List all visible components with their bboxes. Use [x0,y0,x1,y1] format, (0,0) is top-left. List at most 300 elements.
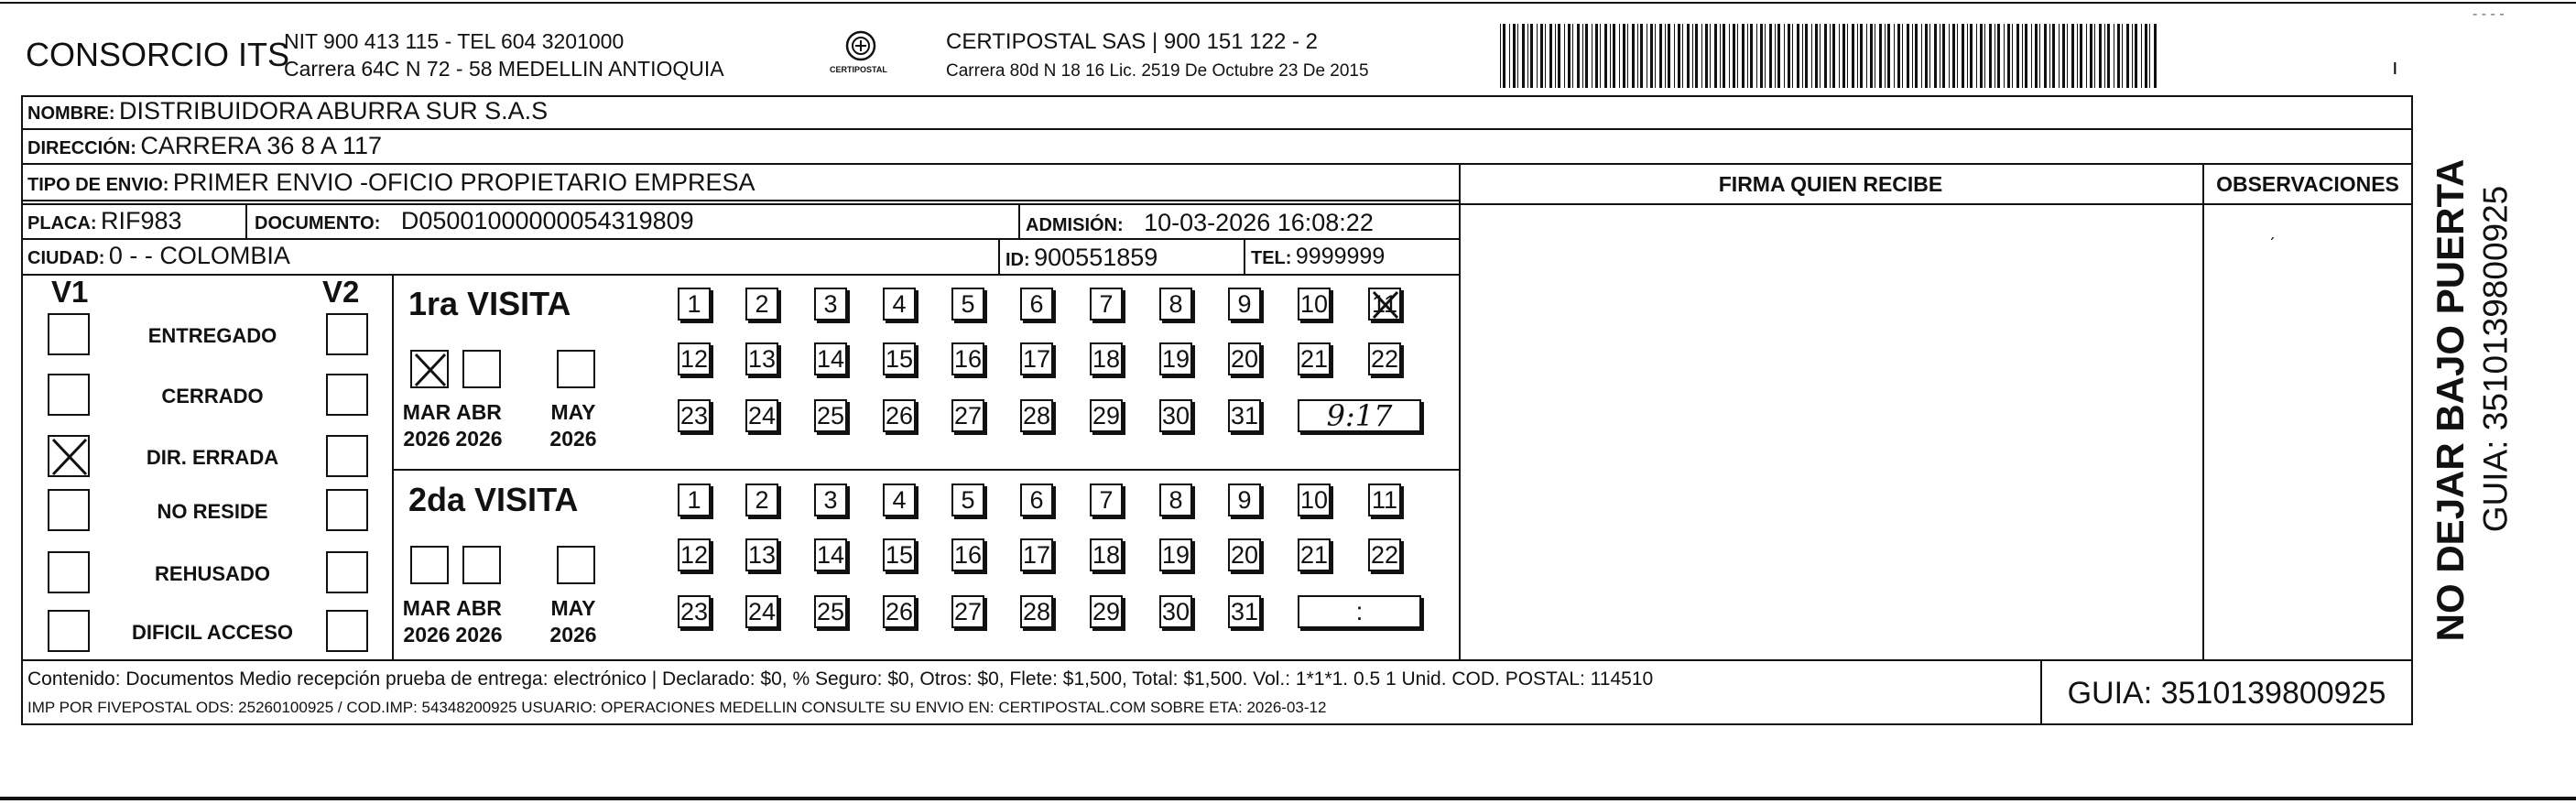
month-name: ABR [456,400,502,424]
barcode-bar [2007,24,2010,88]
barcode-bar [1610,24,1611,88]
day-box[interactable] [951,399,984,432]
day-box[interactable] [1228,595,1261,628]
placa-value: RIF983 [101,207,182,234]
barcode-bar [2052,24,2055,88]
v1-checkbox[interactable] [48,313,90,355]
barcode-bar [1737,24,1738,88]
ciudad-label: CIUDAD: [27,248,105,268]
barcode-bar [1517,24,1518,88]
v2-header: V2 [322,275,360,309]
day-box[interactable] [1090,342,1123,375]
barcode-bar [1870,24,1873,88]
barcode-bar [1503,24,1505,88]
barcode-bar [1572,24,1573,88]
barcode [1496,24,2160,88]
month-year: 2026 [403,622,451,646]
day-number: 7 [1099,486,1114,514]
day-number: 1 [687,290,701,318]
row-line [21,274,1459,276]
certipostal-address: Carrera 80d N 18 16 Lic. 2519 De Octubre 23 De 2015 [946,61,1369,81]
barcode-bar [1860,24,1863,88]
placa-label: PLACA: [27,213,97,234]
day-box[interactable] [814,399,847,432]
barcode-bar [1585,24,1588,88]
bottom-rule [0,797,2576,800]
month-label [451,399,506,452]
day-box[interactable] [1159,538,1192,571]
day-number: 18 [1092,541,1121,569]
barcode-bar [1929,24,1930,88]
day-box[interactable] [745,399,778,432]
placa-field [27,209,182,234]
barcode-bar [1802,24,1803,88]
tel-value: 9999999 [1295,244,1386,269]
day-number: 27 [953,598,983,625]
day-box[interactable] [814,538,847,571]
day-box[interactable] [1159,595,1192,628]
barcode-bar [1962,24,1964,88]
barcode-bar [2059,24,2060,88]
day-box[interactable] [1159,483,1192,516]
time-box[interactable] [1298,399,1421,432]
admision-value: 10-03-2026 16:08:22 [1144,209,1374,236]
day-box[interactable] [1020,288,1053,321]
day-number: 15 [885,345,914,373]
barcode-bar [1545,24,1546,88]
barcode-bar [2012,24,2013,88]
col-line [392,274,394,659]
barcode-bar [1934,24,1937,88]
day-box[interactable] [883,342,916,375]
barcode-bar [1957,24,1958,88]
day-box[interactable] [1368,342,1401,375]
id-label: ID: [1005,250,1030,270]
day-box[interactable] [814,342,847,375]
barcode-bar [1788,24,1790,88]
tel-field [1251,245,1385,268]
barcode-bar [1637,24,1638,88]
barcode-bar [1879,24,1882,88]
side-guia: GUIA: 3510139800925 [2476,185,2515,533]
barcode-bar [1980,24,1983,88]
day-number: 12 [679,541,709,569]
barcode-bar [1885,24,1886,88]
barcode-bar [2016,24,2019,88]
barcode-bar [1530,24,1533,88]
day-number: 29 [1092,598,1121,625]
day-box[interactable] [951,538,984,571]
day-number: 12 [679,345,709,373]
day-box[interactable] [1020,483,1053,516]
certipostal-line: CERTIPOSTAL SAS | 900 151 122 - 2 [946,29,1318,54]
barcode-bar [1756,24,1757,88]
day-box[interactable] [1020,538,1053,571]
row-line [21,203,2413,205]
barcode-bar [1650,24,1653,88]
v2-checkbox[interactable] [326,435,368,477]
documento-label: DOCUMENTO: [255,213,381,234]
id-field [1005,245,1158,270]
barcode-bar [1815,24,1818,88]
barcode-bar [2080,24,2082,88]
barcode-bar [2132,24,2133,88]
month-checkbox[interactable] [410,350,449,388]
barcode-bar [1952,24,1955,88]
barcode-bar [1797,24,1799,88]
day-box[interactable] [678,483,711,516]
barcode-bar [2094,24,2095,88]
day-box[interactable] [1228,399,1261,432]
day-box[interactable] [1020,595,1053,628]
status-label: ENTREGADO [147,324,277,347]
day-number: 10 [1299,290,1329,318]
day-box[interactable] [678,288,711,321]
barcode-bar [1839,24,1840,88]
day-box[interactable] [1228,288,1261,321]
no-dejar-bajo-puerta: NO DEJAR BAJO PUERTA [2429,158,2472,642]
day-number: 8 [1168,486,1183,514]
barcode-bar [1733,24,1735,88]
barcode-bar [2049,24,2050,88]
barcode-bar [1558,24,1560,88]
day-box[interactable] [1159,399,1192,432]
month-checkbox[interactable] [557,350,595,388]
day-box[interactable] [1090,483,1123,516]
month-name: MAR [402,400,451,424]
day-number: 23 [679,598,709,625]
v2-checkbox[interactable] [326,374,368,416]
day-box[interactable] [1090,538,1123,571]
v1-checkbox[interactable] [48,435,90,477]
barcode-bar [2035,24,2038,88]
row-line [21,659,2413,661]
day-number: 11 [1371,486,1398,514]
barcode-bar [1984,24,1985,88]
day-number: 14 [816,345,845,373]
certipostal-logo-icon [824,27,897,82]
barcode-bar [2141,24,2142,88]
barcode-bar [1784,24,1785,88]
certipostal-logo-text: CERTIPOSTAL [830,65,887,74]
cross-mark-icon [1370,289,1401,321]
v1-checkbox[interactable] [48,610,90,652]
barcode-bar [1613,24,1615,88]
day-number: 18 [1092,345,1121,373]
barcode-bar [1537,24,1538,88]
row-line [392,469,1459,471]
barcode-bar [2126,24,2129,88]
day-box[interactable] [883,399,916,432]
barcode-bar [1714,24,1717,88]
barcode-bar [1549,24,1552,88]
day-box[interactable] [1159,342,1192,375]
admision-label: ADMISIÓN: [1026,215,1124,235]
day-number: 10 [1299,486,1329,514]
status-label: CERRADO [161,385,264,407]
day-box[interactable] [1368,483,1401,516]
day-number: 25 [816,598,845,625]
cross-mark-icon [412,352,449,388]
barcode-bar [1582,24,1583,88]
day-number: 4 [892,486,907,514]
day-box[interactable] [883,483,916,516]
day-number: 5 [961,290,975,318]
day-box[interactable] [883,595,916,628]
certipostal-logo [824,27,897,82]
month-checkbox[interactable] [462,350,501,388]
day-box[interactable] [678,399,711,432]
barcode-bar [1687,24,1690,88]
tipo-envio-label: TIPO DE ENVIO: [27,175,169,195]
top-rule [0,2,2576,4]
barcode-bar [2022,24,2023,88]
barcode-bar [1577,24,1580,88]
day-number: 19 [1161,541,1190,569]
day-number: 8 [1168,290,1183,318]
barcode-bar [1942,24,1945,88]
day-box[interactable] [951,595,984,628]
day-number: 29 [1092,402,1121,429]
month-checkbox[interactable] [410,546,449,584]
day-box[interactable] [1298,538,1331,571]
day-box[interactable] [883,288,916,321]
barcode-bar [1623,24,1625,88]
day-number: 20 [1230,541,1259,569]
day-number: 4 [892,290,907,318]
day-number: 26 [885,598,914,625]
ciudad-value: 0 - - COLOMBIA [108,242,290,269]
col-line [245,203,247,238]
day-box[interactable] [951,342,984,375]
barcode-bar [1619,24,1620,88]
visit-title: 1ra VISITA [408,285,571,322]
day-number: 31 [1230,598,1259,625]
barcode-bar [1655,24,1656,88]
col-line [1244,238,1245,274]
visit-title: 2da VISITA [408,481,579,518]
barcode-bar [1595,24,1598,88]
barcode-bar [1750,24,1753,88]
day-box[interactable] [1090,399,1123,432]
barcode-bar [1600,24,1601,88]
barcode-bar [1682,24,1683,88]
barcode-bar [1907,24,1909,88]
barcode-bar [1775,24,1776,88]
footer-imp: IMP POR FIVEPOSTAL ODS: 25260100925 / COD.IMP: 54348200925 USUARIO: OPERACIONES MEDELLIN CONSULTE SU ENVIO EN: CERTIPOSTAL.COM SOBRE ETA: 2026-03-12 [27,699,1327,716]
barcode-bar [1701,24,1702,88]
barcode-bar [1847,24,1848,88]
barcode-bar [1729,24,1730,88]
barcode-bar [1710,24,1711,88]
month-year: 2026 [455,426,503,451]
day-box[interactable] [745,483,778,516]
day-box[interactable] [1228,483,1261,516]
barcode-bar [2044,24,2047,88]
day-box[interactable] [1298,288,1331,321]
barcode-bar [1925,24,1928,88]
month-label [399,399,454,452]
barcode-bar [1915,24,1918,88]
row-line [21,128,2413,130]
day-number: 28 [1022,402,1051,429]
barcode-bar [2086,24,2087,88]
barcode-bar [1970,24,1973,88]
day-box[interactable] [1159,288,1192,321]
barcode-bar [1765,24,1766,88]
observaciones-mark: ˊ [2269,235,2276,255]
barcode-bar [1720,24,1721,88]
barcode-graphic [1496,24,2160,88]
month-label [546,399,601,452]
day-box[interactable] [814,288,847,321]
day-number: 31 [1230,402,1259,429]
company-nit: NIT 900 413 115 - TEL 604 3201000 [284,29,625,53]
month-year: 2026 [455,622,503,646]
month-checkbox[interactable] [557,546,595,584]
day-box[interactable] [1020,399,1053,432]
barcode-bar [2104,24,2105,88]
day-box[interactable] [814,483,847,516]
time-value: : [1355,597,1364,625]
barcode-bar [1632,24,1635,88]
day-number: 26 [885,402,914,429]
barcode-bar [1665,24,1666,88]
barcode-bar [2071,24,2074,88]
day-number: 16 [953,541,983,569]
admision-field [1026,211,1374,235]
barcode-bar [1811,24,1812,88]
day-box[interactable] [1090,288,1123,321]
day-number: 6 [1029,486,1044,514]
observaciones-header: OBSERVACIONES [2216,172,2399,196]
v1-checkbox[interactable] [48,489,90,531]
barcode-bar [2067,24,2068,88]
barcode-bar [1830,24,1831,88]
v1-checkbox[interactable] [48,374,90,416]
day-box[interactable] [951,288,984,321]
day-box[interactable] [745,538,778,571]
day-box[interactable] [745,595,778,628]
barcode-bar [1527,24,1528,88]
barcode-bar [1997,24,2000,88]
day-box[interactable] [1228,342,1261,375]
day-number: 9 [1237,290,1252,318]
barcode-bar [1832,24,1835,88]
barcode-bar [2031,24,2032,88]
day-box[interactable] [1228,538,1261,571]
direccion-label: DIRECCIÓN: [27,138,136,158]
barcode-bar [2122,24,2123,88]
day-box[interactable] [1368,288,1401,321]
barcode-bar [2099,24,2102,88]
month-name: MAR [402,596,451,620]
barcode-bar [2077,24,2078,88]
month-year: 2026 [549,426,597,451]
day-box[interactable] [1298,483,1331,516]
company-name: CONSORCIO ITS [26,36,290,73]
barcode-bar [1674,24,1675,88]
nombre-label: NOMBRE: [27,103,115,124]
cross-mark-icon [49,437,90,477]
barcode-bar [1723,24,1725,88]
day-box[interactable] [1298,342,1331,375]
barcode-bar [1989,24,1992,88]
v2-checkbox[interactable] [326,610,368,652]
day-box[interactable] [678,538,711,571]
tipo-envio-field [27,170,755,195]
day-box[interactable] [814,595,847,628]
day-number: 25 [816,402,845,429]
day-box[interactable] [678,342,711,375]
header-tick: ı [2392,55,2398,80]
barcode-bar [1668,24,1670,88]
day-box[interactable] [951,483,984,516]
day-box[interactable] [1020,342,1053,375]
v2-checkbox[interactable] [326,551,368,593]
day-number: 17 [1022,345,1051,373]
barcode-bar [1857,24,1858,88]
direccion-value: CARRERA 36 8 A 117 [140,132,383,159]
day-box[interactable] [678,595,711,628]
day-box[interactable] [1090,595,1123,628]
day-box[interactable] [883,538,916,571]
day-number: 22 [1370,345,1399,373]
v2-checkbox[interactable] [326,313,368,355]
day-box[interactable] [1368,538,1401,571]
v1-checkbox[interactable] [48,551,90,593]
status-label: NO RESIDE [157,500,268,523]
barcode-bar [1760,24,1763,88]
barcode-bar [1742,24,1745,88]
day-number: 30 [1161,402,1190,429]
barcode-bar [1513,24,1516,88]
nombre-field [27,99,548,124]
barcode-bar [1921,24,1922,88]
day-number: 15 [885,541,914,569]
documento-value: D05001000000054319809 [400,207,694,234]
month-checkbox[interactable] [462,546,501,584]
documento-field [255,209,694,234]
day-number: 21 [1299,345,1329,373]
v2-checkbox[interactable] [326,489,368,531]
barcode-bar [1897,24,1900,88]
barcode-bar [2004,24,2005,88]
day-box[interactable] [745,342,778,375]
barcode-bar [1976,24,1977,88]
day-number: 9 [1237,486,1252,514]
status-label: DIR. ERRADA [146,446,279,469]
barcode-bar [1769,24,1772,88]
barcode-bar [1824,24,1827,88]
barcode-bar [1842,24,1845,88]
month-label [399,595,454,648]
month-label [451,595,506,648]
barcode-bar [1820,24,1821,88]
month-year: 2026 [549,622,597,646]
day-box[interactable] [745,288,778,321]
month-label [546,595,601,648]
barcode-bar [2117,24,2120,88]
barcode-bar [1805,24,1808,88]
day-number: 16 [953,345,983,373]
day-number: 19 [1161,345,1190,373]
barcode-bar [2039,24,2040,88]
barcode-bar [1659,24,1662,88]
footer-contenido: Contenido: Documentos Medio recepción prueba de entrega: electrónico | Declarado: $0, % Seguro: $0, Otros: $0, Flete: $1,500, Total: $1,500. Vol.: 1*1*1. 0.5 1 Unid. COD. POSTAL: 114510 [27,668,1654,690]
time-box[interactable] [1298,595,1421,628]
barcode-bar [1564,24,1565,88]
